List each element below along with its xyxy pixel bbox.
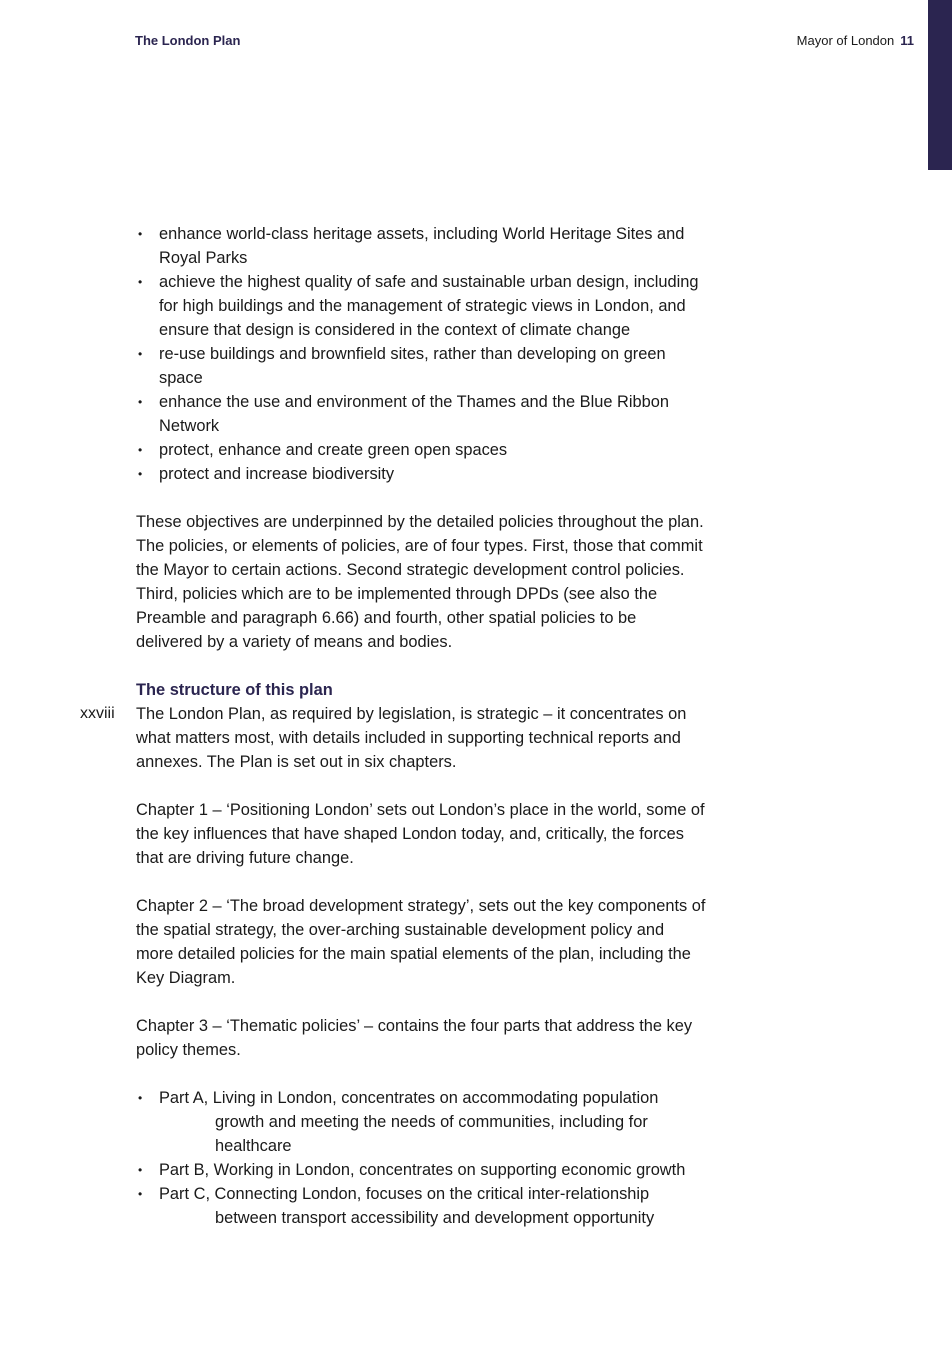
publisher-label: Mayor of London xyxy=(796,33,895,48)
page-header-right xyxy=(797,33,914,48)
objectives-paragraph: These objectives are underpinned by the detailed policies throughout the plan. The policies, or elements of policies, are of four types. First, those that commit the Mayor to certain actions. Second strategic development control policies. Third, policies which are to be implemented through DPDs (see also the Preamble and paragraph 6.66) and fourth, other spatial policies to be delivered by a variety of means and bodies. xyxy=(136,513,704,651)
chapter-1-paragraph: Chapter 1 – ‘Positioning London’ sets out London’s place in the world, some of the key influences that have shaped London today, and, critically, the forces that are driving future change. xyxy=(136,801,705,867)
list-item: • Part A, Living in London, concentrates on accommodating population growth and meeting the needs of communities, including for healthcare xyxy=(136,1086,706,1158)
list-item: • enhance world-class heritage assets, including World Heritage Sites and Royal Parks xyxy=(136,222,706,270)
list-item: • Part B, Working in London, concentrates on supporting economic growth xyxy=(136,1158,706,1182)
chapter-2-paragraph: Chapter 2 – ‘The broad development strategy’, sets out the key components of the spatial strategy, the over-arching sustainable development policy and more detailed policies for the main spatial elements of the plan, including the Key Diagram. xyxy=(136,897,706,987)
chapter-3-paragraph: Chapter 3 – ‘Thematic policies’ – contains the four parts that address the key policy themes. xyxy=(136,1017,693,1059)
list-item: • re-use buildings and brownfield sites, rather than developing on green space xyxy=(136,342,706,390)
page-number: 11 xyxy=(900,33,914,48)
section-heading: The structure of this plan xyxy=(136,681,333,699)
list-item: • achieve the highest quality of safe and sustainable urban design, including for high buildings and the management of strategic views in London, and ensure that design is considered in the context of climate change xyxy=(136,270,706,342)
list-item: • Part C, Connecting London, focuses on the critical inter-relationship between transport accessibility and development opportunity xyxy=(136,1182,706,1230)
main-text xyxy=(80,222,706,1230)
paragraph-number: xxviii xyxy=(80,705,115,722)
chapter-tab-marker xyxy=(928,0,952,170)
parts-list xyxy=(136,1086,706,1230)
list-item: • protect and increase biodiversity xyxy=(136,462,706,486)
list-item: • protect, enhance and create green open spaces xyxy=(136,438,706,462)
running-title: The London Plan xyxy=(135,33,241,48)
objectives-list xyxy=(136,222,706,486)
list-item: • enhance the use and environment of the Thames and the Blue Ribbon Network xyxy=(136,390,706,438)
structure-intro-paragraph: The London Plan, as required by legislation, is strategic – it concentrates on what matters most, with details included in supporting technical reports and annexes. The Plan is set out in six chapters. xyxy=(136,705,687,771)
